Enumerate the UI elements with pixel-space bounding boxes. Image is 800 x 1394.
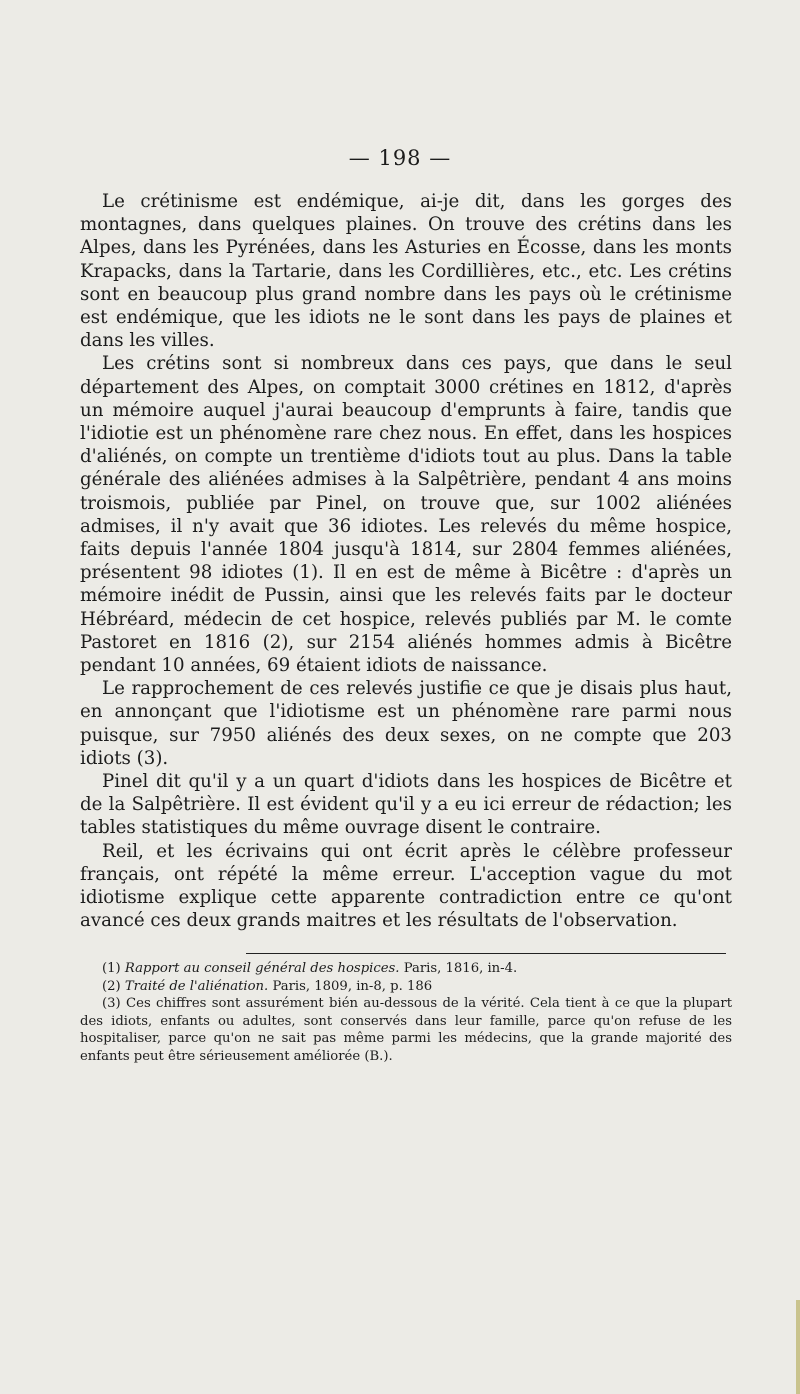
footnote-text: Ces chiffres sont assurément bién au-dessous de la vérité. Cela tient à ce que la plupart des idiots, enfants ou adultes, sont conservés dans leur famille, parce qu'on refuse de les hospitaliser, parce qu'on ne sait pas même parmi les médecins, que la grande majorité des enfants peut être sérieusement améliorée (B.). — [80, 996, 732, 1064]
footnote-text: Paris, 1816, in-4. — [399, 961, 518, 976]
footnote-marker: (2) — [102, 978, 121, 994]
footnote — [80, 960, 732, 978]
footnote-divider — [246, 953, 726, 954]
page-edge-mark — [796, 1300, 800, 1394]
footnote-title: Traité de l'aliénation. — [124, 978, 269, 994]
paragraph: Les crétins sont si nombreux dans ces pays, que dans le seul département des Alpes, on comptait 3000 crétines en 1812, d'après un mémoire auquel j'aurai beaucoup d'emprunts à faire, tandis que l'idiotie est un phénomène rare chez nous. En effet, dans les hospices d'aliénés, on compte un trentième d'idiots tout au plus. Dans la table générale des aliénées admises à la Salpêtrière, pendant 4 ans moins troismois, publiée par Pinel, on trouve que, sur 1002 aliénées admises, il n'y avait que 36 idiotes. Les relevés du même hospice, faits depuis l'année 1804 jusqu'à 1814, sur 2804 femmes aliénées, présentent 98 idiotes (1). Il en est de même à Bicêtre : d'après un mémoire inédit de Pussin, ainsi que les relevés faits par le docteur Hébréard, médecin de cet hospice, relevés publiés par M. le comte Pastoret en 1816 (2), sur 2154 aliénés hommes admis à Bicêtre pendant 10 années, 69 étaient idiots de naissance. — [80, 353, 732, 677]
footnote-marker: (3) — [102, 996, 121, 1012]
footnote — [80, 978, 732, 996]
paragraph: Le crétinisme est endémique, ai-je dit, dans les gorges des montagnes, dans quelques plaines. On trouve des crétins dans les Alpes, dans les Pyrénées, dans les Asturies en Écosse, dans les monts Krapacks, dans la Tartarie, dans les Cordillières, etc., etc. Les crétins sont en beaucoup plus grand nombre dans les pays où le crétinisme est endémique, que les idiots ne le sont dans les pays de plaines et dans les villes. — [80, 191, 732, 352]
paragraph: Le rapprochement de ces relevés justifie ce que je disais plus haut, en annonçant que l'idiotisme est un phénomène rare parmi nous puisque, sur 7950 aliénés des deux sexes, on ne compte que 203 idiots (3). — [80, 678, 732, 769]
footnote — [80, 995, 732, 1065]
footnote-marker: (1) — [102, 961, 121, 976]
footnote-text: Paris, 1809, in-8, p. 186 — [268, 978, 433, 994]
footnote-title: Rapport au conseil général des hospices. — [124, 961, 400, 976]
footnotes — [80, 960, 732, 1066]
body-text — [80, 190, 732, 933]
page-number: — 198 — — [348, 146, 452, 170]
paragraph: Pinel dit qu'il y a un quart d'idiots dans les hospices de Bicêtre et de la Salpêtrière. Il est évident qu'il y a eu ici erreur de rédaction; les tables statistiques du même ouvrage disent le contraire. — [80, 771, 732, 839]
paragraph: Reil, et les écrivains qui ont écrit après le célèbre professeur français, ont répété la même erreur. L'acception vague du mot idiotisme explique cette apparente contradiction entre ce qu'ont avancé ces deux grands maitres et les résultats de l'observation. — [80, 840, 732, 932]
